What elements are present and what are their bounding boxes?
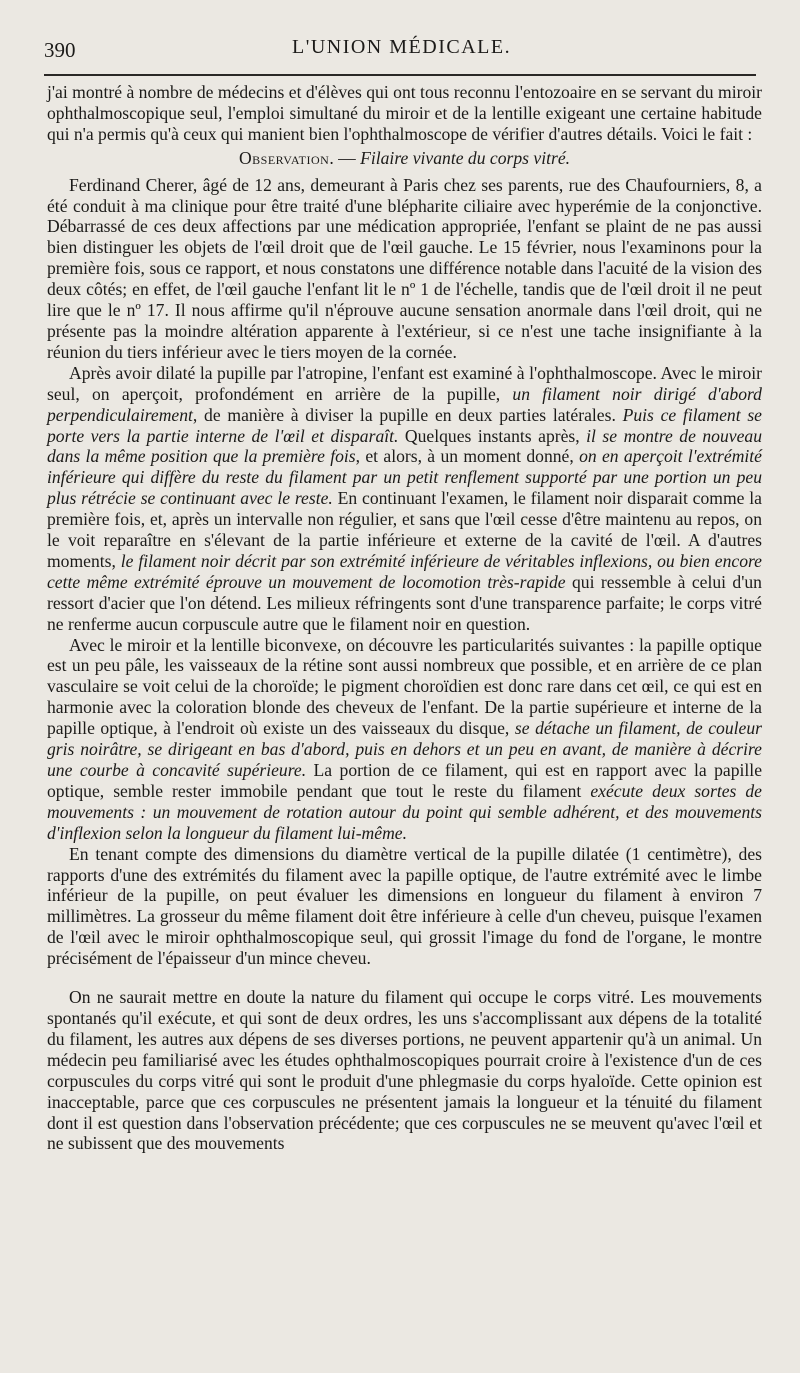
- text-run: Après avoir dilaté la pupille par l'atropine, l'enfant est examiné à l'ophthalmoscope. Avec le miroir seul, on aperçoit, profondément en arrière de la pupille,: [47, 362, 762, 404]
- article-body: [47, 82, 762, 1154]
- text-run: Avec le miroir et la lentille biconvexe, on découvre les particularités suivantes : la papille optique est un peu pâle, les vaisseaux de la rétine sont aussi nombreux que possible, et en arrière de ce plan vasculaire se voit celui de la choroïde; le pigment choroïdien est donc rare dans cet œil, ce qui est en harmonie avec la coloration blonde des cheveux de l'enfant. De la partie supérieure et interne de la papille optique, à l'endroit où existe un des vaisseaux du disque,: [47, 634, 762, 739]
- header-rule: [44, 74, 756, 76]
- italic-text: il se montre de nouveau dans la même position que la première fois: [47, 425, 762, 467]
- paragraph: [47, 987, 762, 1154]
- text-run: Quelques instants après,: [398, 425, 587, 446]
- italic-text: exécute deux sortes de mouvements : un mouvement de rotation autour du point qui semble adhérent, et des mouvements d'inflexion selon la longueur du filament lui-même.: [47, 780, 762, 843]
- text-run: , de manière à diviser la pupille en deux parties latérales.: [192, 404, 623, 425]
- italic-text: un filament noir dirigé d'abord perpendiculairement: [47, 383, 762, 425]
- page-number: 390: [44, 38, 76, 62]
- page-header: [0, 34, 800, 64]
- text-run: . —: [329, 147, 361, 168]
- paragraph: [47, 82, 762, 145]
- text-run: On ne saurait mettre en doute la nature du filament qui occupe le corps vitré. Les mouvements spontanés qu'il exécute, et qui sont de deux ordres, les uns s'accomplissant aux dépens de la totalité du filament, les autres aux dépens de ses diverses portions, ne peuvent appartenir qu'à un animal. Un médecin peu familiarisé avec les études ophthalmoscopiques pourrait croire à l'existence d'un de ces corpuscules du corps vitré qui sont le produit d'une phlegmasie du corps hyaloïde. Cette opinion est inacceptable, parce que ces corpuscules ne présentent jamais la longueur et la ténuité du filament dont il est question dans l'observation précédente; que ces corpuscules ne se meuvent qu'avec l'œil et ne subissent que des mouvements: [47, 987, 762, 1154]
- text-run: En continuant l'examen, le filament noir disparait comme la première fois, et, après un intervalle non régulier, et sans que l'œil cesse d'être maintenu au repos, on le voit reparaître en s'élevant de la partie inférieure et externe de la cavité de l'œil. A d'autres moments,: [47, 488, 762, 571]
- italic-text: se détache un filament, de couleur gris noirâtre, se dirigeant en bas d'abord, puis en dehors et un peu en avant, de manière à décrire une courbe à concavité supérieure.: [47, 718, 762, 780]
- text-run: Observation: [238, 147, 330, 168]
- italic-text: on en aperçoit l'extrémité inférieure qui diffère du reste du filament par un petit renflement supporté par une portion un peu plus rétrécie se continuant avec le reste.: [47, 446, 762, 509]
- text-run: qui ressemble à celui d'un ressort d'acier que l'on détend. Les milieux réfringents sont d'une transparence parfaite; le corps vitré ne renferme aucun corpuscule autre que le filament noir en question.: [47, 571, 762, 634]
- italic-text: Puis ce filament se porte vers la partie interne de l'œil et disparaît.: [47, 404, 762, 446]
- observation-heading: [47, 148, 762, 169]
- paragraph: [47, 635, 762, 844]
- running-title: L'UNION MÉDICALE.: [292, 36, 512, 58]
- text-run: Ferdinand Cherer, âgé de 12 ans, demeurant à Paris chez ses parents, rue des Chaufourniers, 8, a été conduit à ma clinique pour être traité d'une blépharite ciliaire avec hyperémie de la conjonctive. Débarrassé de ces deux affections par une médication appropriée, l'enfant se plaint de ne pas aussi bien distinguer les objets de l'œil droit que de l'œil gauche. Le 15 février, nous l'examinons pour la première fois, sous ce rapport, et nous constatons une différence notable dans l'acuité de la vision des deux côtés; en effet, de l'œil gauche l'enfant lit le nº 1 de l'échelle, tandis que de l'œil droit il ne peut lire que le nº 17. Il nous affirme qu'il n'éprouve aucune sensation anormale dans l'œil droit, qui ne présente pas la moindre altération apparente à l'extérieur, si ce n'est une tache insignifiante à la réunion du tiers inférieur avec le tiers moyen de la cornée.: [47, 174, 762, 362]
- text-run: La portion de ce filament, qui est en rapport avec la papille optique, semble rester immobile pendant que tout le reste du filament: [47, 760, 762, 801]
- paragraph: [47, 844, 762, 969]
- paragraph: [47, 175, 762, 363]
- italic-text: le filament noir décrit par son extrémité inférieure de véritables inflexions, ou bien encore cette même extrémité éprouve un mouvement de locomotion très-rapide: [47, 550, 762, 592]
- text-run: En tenant compte des dimensions du diamètre vertical de la pupille dilatée (1 centimètre), des rapports d'une des extrémités du filament avec la papille optique, de l'autre extrémité avec le limbe inférieur de la pupille, on peut évaluer les dimensions en longueur du filament à environ 7 millimètres. La grosseur du même filament doit être inférieure à celle d'un cheveu, puisque l'examen de l'œil avec le miroir ophthalmoscopique seul, qui grossit l'image du fond de l'organe, le montre précisément de l'épaisseur d'un mince cheveu.: [47, 843, 762, 969]
- text-run: , et alors, à un moment donné,: [355, 446, 580, 467]
- italic-text: Filaire vivante du corps vitré.: [360, 147, 571, 168]
- text-run: j'ai montré à nombre de médecins et d'élèves qui ont tous reconnu l'entozoaire en se servant du miroir ophthalmoscopique seul, l'emploi simultané du miroir et de la lentille exigeant une certaine habitude qui n'a permis qu'à ceux qui manient bien l'ophthalmoscope de vérifier d'autres détails. Voici le fait :: [47, 82, 762, 144]
- paragraph: [47, 363, 762, 635]
